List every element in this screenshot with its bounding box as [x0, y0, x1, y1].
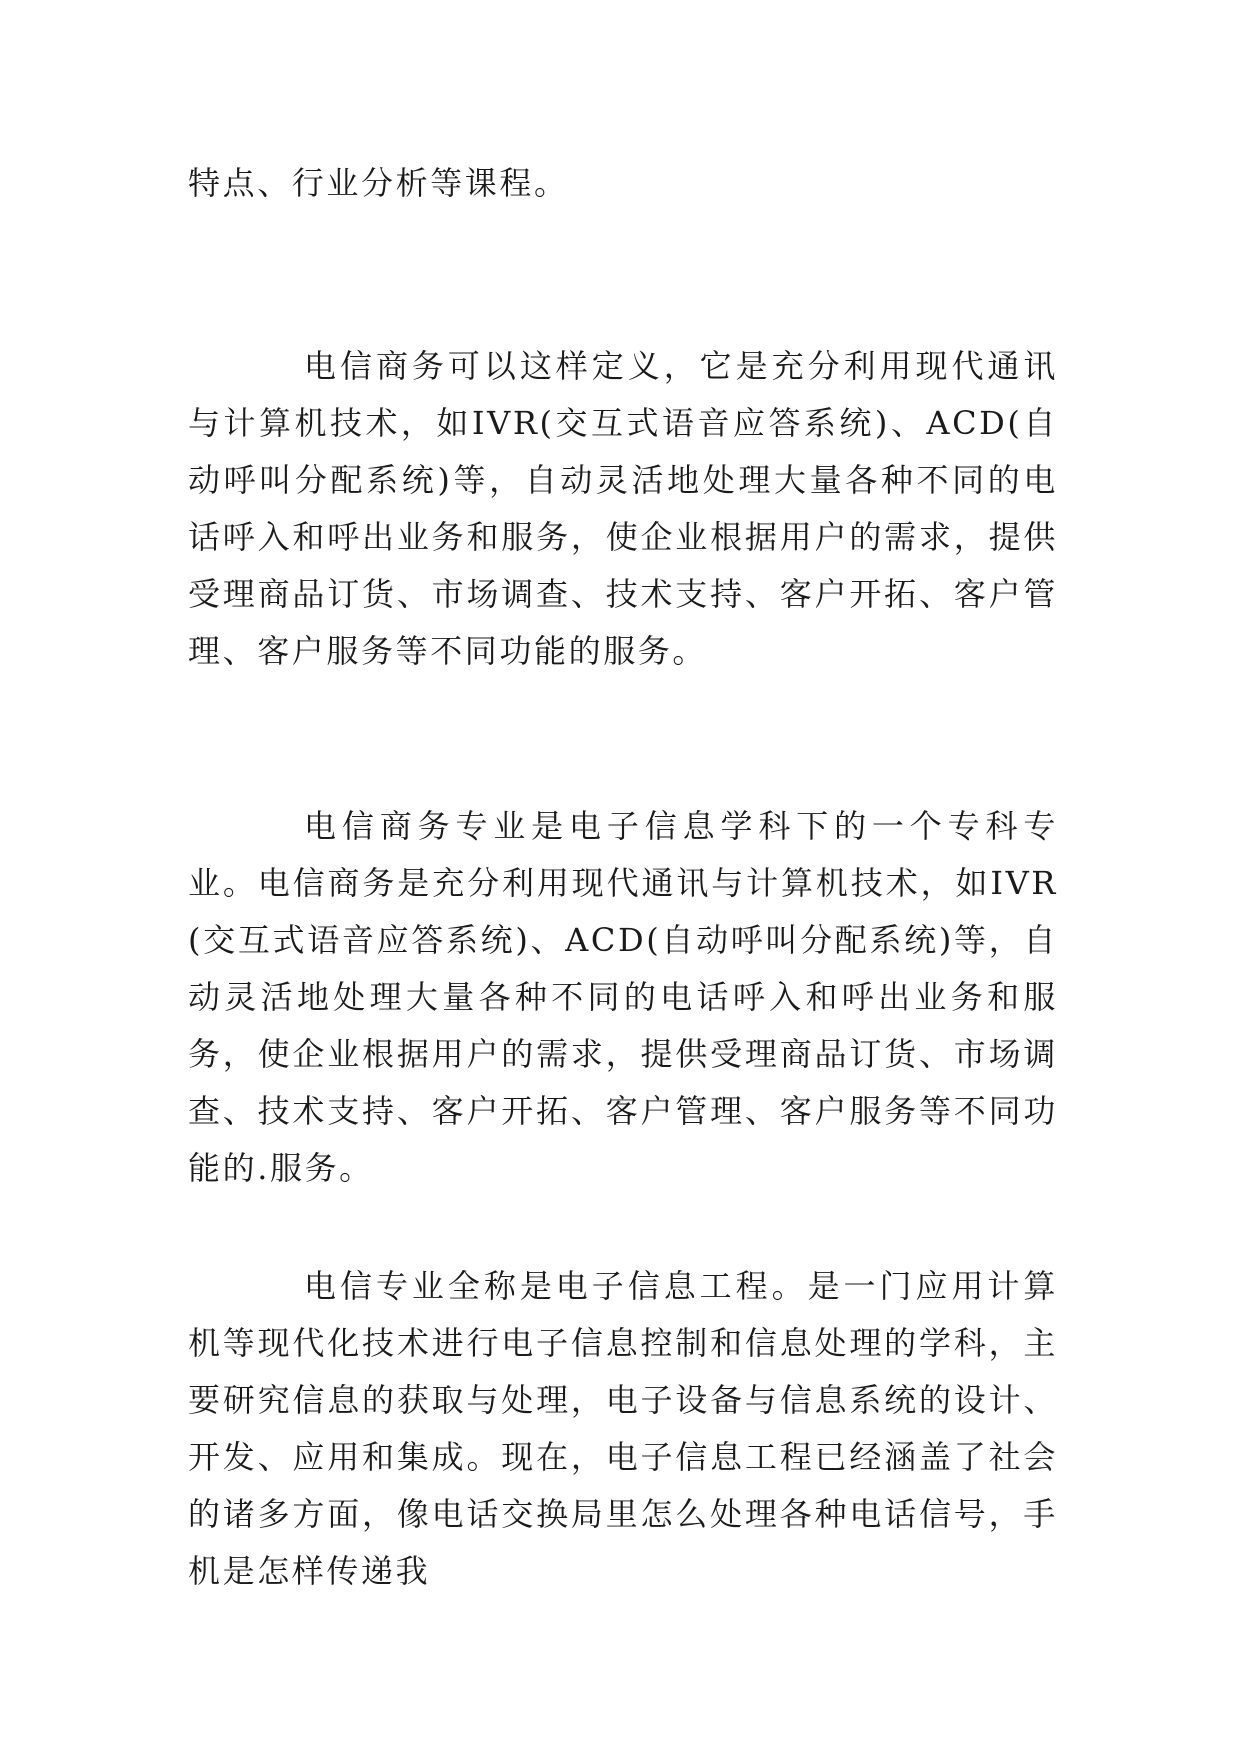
- paragraph-telecom-business-definition: 电信商务可以这样定义，它是充分利用现代通讯与计算机技术，如IVR(交互式语音应答系统)、ACD(自动呼叫分配系统)等，自动灵活地处理大量各种不同的电话呼入和呼出业务和服务，使企业根据用户的需求，提供受理商品订货、市场调查、技术支持、客户开拓、客户管理、客户服务等不同功能的服务。: [188, 347, 1058, 670]
- paragraph-continuation: 特点、行业分析等课程。: [188, 164, 569, 202]
- paragraph-electronic-information-engineering: 电信专业全称是电子信息工程。是一门应用计算机等现代化技术进行电子信息控制和信息处理的学科，主要研究信息的获取与处理，电子设备与信息系统的设计、开发、应用和集成。现在，电子信息工程已经涵盖了社会的诸多方面，像电话交换局里怎么处理各种电话信号，手机是怎样传递我: [188, 1267, 1058, 1590]
- paragraph-telecom-business-major: 电信商务专业是电子信息学科下的一个专科专业。电信商务是充分利用现代通讯与计算机技术，如IVR(交互式语音应答系统)、ACD(自动呼叫分配系统)等，自动灵活地处理大量各种不同的电话呼入和呼出业务和服务，使企业根据用户的需求，提供受理商品订货、市场调查、技术支持、客户开拓、客户管理、客户服务等不同功能的.服务。: [188, 807, 1058, 1187]
